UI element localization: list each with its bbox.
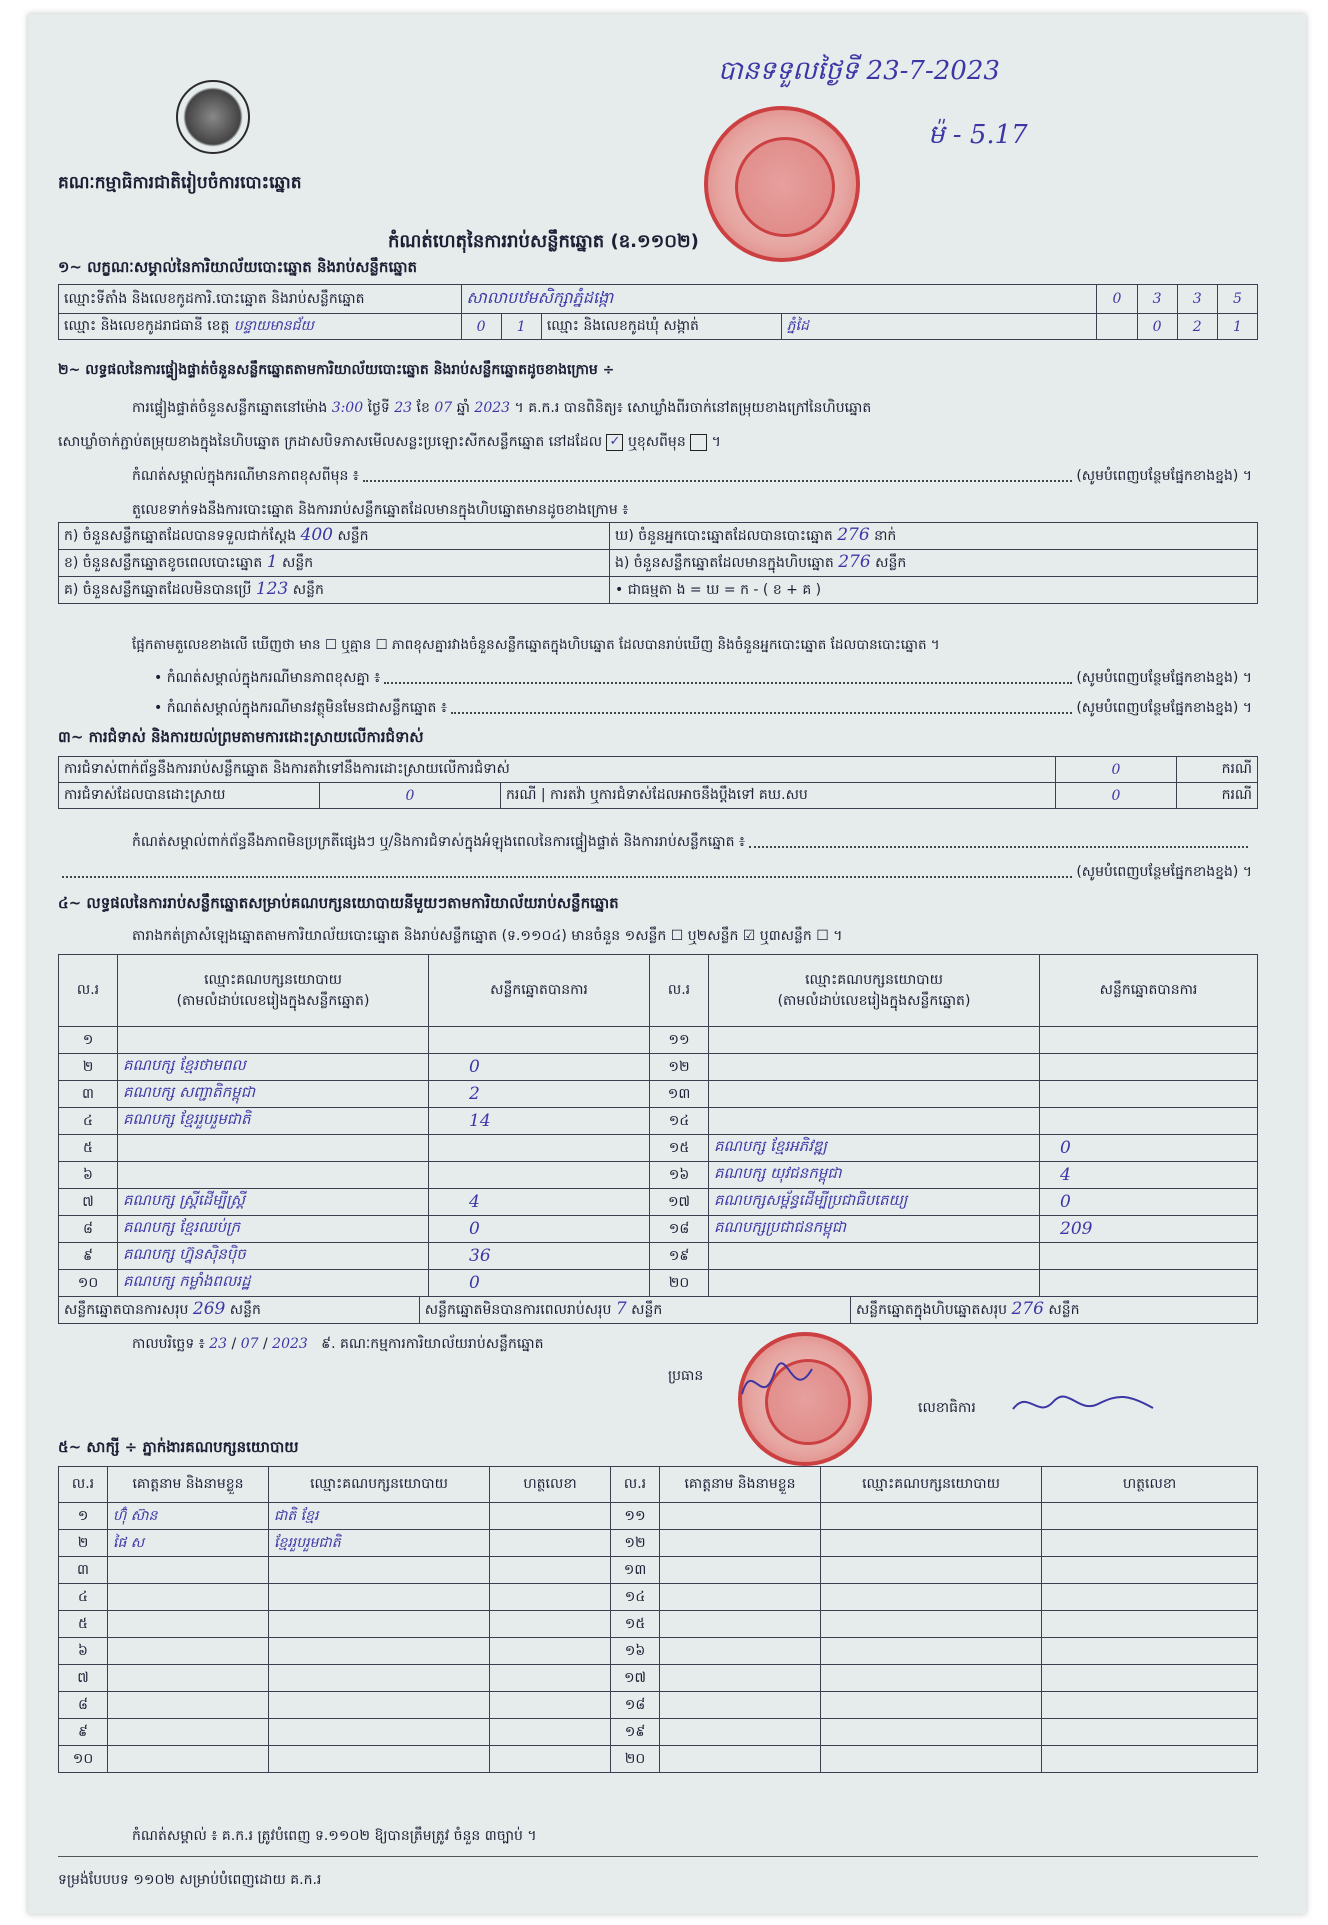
party-name: គណបក្ស កម្លាំងពលរដ្ឋ [118,1270,429,1297]
witness-row [59,1584,1258,1611]
witness-name [660,1719,821,1746]
figure-unit: សន្លឹក [292,582,324,598]
chair-signature [732,1354,822,1414]
appeal-label: ការតវ៉ា ឬការជំទាស់ដែលអាចនឹងប្តឹងទៅ គឃ.សប [550,787,808,803]
row-number: ២ [59,1054,118,1081]
received-time-handwriting: ម៉ - 5.17 [928,120,1028,150]
irregularity-note-line2 [58,862,1252,883]
party-votes: 14 [429,1108,650,1135]
row-number: ១៦ [611,1638,660,1665]
irregularity-note-label: កំណត់សម្គាល់ពាក់ព័ន្ធនឹងភាពមិនប្រក្រតីផ្សេងៗ ឬ/និងការជំទាស់ក្នុងអំឡុងពេលនៃការផ្ទៀងផ្ទាត់ និងការរាប់សន្លឹកឆ្នោត ៖ [132,834,746,850]
commune-value: ភ្នំដៃ [781,314,1097,340]
row-number: ២០ [611,1746,660,1773]
col-no-header: ល.រ [650,955,709,1027]
witness-party: ជាតិ ខ្មែរ [269,1503,490,1530]
witness-party [821,1692,1042,1719]
col-party-subtitle: (តាមលំដាប់លេខរៀងក្នុងសន្លឹកឆ្នោត) [777,992,971,1009]
party-votes: 4 [429,1189,650,1216]
witness-table [58,1466,1258,1773]
party-votes [1040,1081,1258,1108]
figure-label: ខ) ចំនួនសន្លឹកឆ្នោតខូចពេលបោះឆ្នោត [64,555,263,571]
row-number: ១៦ [650,1162,709,1189]
witness-col-no: ល.រ [59,1467,108,1503]
party-name [118,1162,429,1189]
witness-signature [490,1557,611,1584]
party-name [118,1135,429,1162]
party-name: គណបក្ស ខ្មែរឈប់ក្រ [118,1216,429,1243]
section1-heading: ១~ លក្ខណៈសម្គាល់នៃការិយាល័យបោះឆ្នោត និងរាប់សន្លឹកឆ្នោត [58,258,418,276]
total-box-value: 276 [1011,1299,1044,1319]
form-title: កំណត់ហេតុនៃការរាប់សន្លឹកឆ្នោត (ឧ.១១០២) [388,231,699,252]
col-party-title: ឈ្មោះគណបក្សនយោបាយ [805,971,943,988]
row-number: ៣ [59,1557,108,1584]
row-number: ៦ [59,1638,108,1665]
party-name [709,1081,1040,1108]
foreign-object-note-label: • កំណត់សម្គាល់ក្នុងករណីមានវត្ថុមិនមែនជាសន្លឹកឆ្នោត ៖ [154,700,447,716]
party-votes-row [59,1243,1258,1270]
witness-party [821,1638,1042,1665]
party-name: គណបក្ស សញ្ជាតិកម្ពុជា [118,1081,429,1108]
figure-label: ឃ) ចំនួនអ្នកបោះឆ្នោតដែលបានបោះឆ្នោត [615,528,833,544]
party-name [709,1243,1040,1270]
fill-note: (សូមបំពេញបន្ថែមផ្នែកខាងខ្នង) ។ [1076,700,1252,716]
witness-name [660,1503,821,1530]
changed-label: ឬខុសពីមុន [627,434,686,450]
blank-cell [1097,314,1137,340]
date-year: 2023 [272,1336,308,1352]
witness-signature [490,1638,611,1665]
changed-checkbox[interactable] [690,434,707,451]
row-number: ១១ [611,1503,660,1530]
party-votes-row [59,1108,1258,1135]
witness-signature [1042,1746,1258,1773]
witness-signature [1042,1557,1258,1584]
row-number: ១៤ [611,1584,660,1611]
row-number: ១៥ [611,1611,660,1638]
witness-row [59,1746,1258,1773]
witness-signature [1042,1584,1258,1611]
witness-name [660,1557,821,1584]
party-name [709,1108,1040,1135]
unchanged-checkbox[interactable]: ✓ [606,434,623,451]
col-party-title: ឈ្មោះគណបក្សនយោបាយ [204,971,342,988]
party-votes-row [59,1270,1258,1297]
witness-party [821,1746,1042,1773]
party-votes [1040,1108,1258,1135]
party-votes-row [59,1081,1258,1108]
witness-col-name: គោត្តនាម និងនាមខ្លួន [660,1467,821,1503]
party-votes: 0 [429,1216,650,1243]
row-number: ១ [59,1027,118,1054]
row-number: ៤ [59,1108,118,1135]
station-code-digit: 0 [1097,285,1137,314]
formula-label: • ជាធម្មតា ង = ឃ = ក - ( ខ + គ ) [615,581,822,598]
row-number: ១៣ [650,1081,709,1108]
witness-row [59,1557,1258,1584]
verification-month: 07 [434,400,453,416]
figure-value: 1 [266,552,278,572]
total-valid-value: 269 [192,1299,226,1319]
party-votes: 0 [429,1270,650,1297]
witness-signature [1042,1530,1258,1557]
figure-unit: សន្លឹក [281,555,314,571]
fill-note: (សូមបំពេញបន្ថែមផ្នែកខាងខ្នង) ។ [1076,670,1252,686]
tally-sheet-count: តារាងកត់ត្រាសំឡេងឆ្នោតតាមការិយាល័យបោះឆ្នោត និងរាប់សន្លឹកឆ្នោត (ទ.១១០៤) មានចំនួន ១សន្លឹក ☐ ឬ២សន្លឹក ☑ ឬ៣សន្លឹក ☐ ។ [132,928,843,944]
footer-divider [58,1856,1258,1857]
appeal-value: 0 [1056,783,1177,809]
province-code-digit: 0 [461,314,501,340]
seal-check-text: សោឃ្លាំចាក់ភ្ជាប់តម្រុយខាងក្នុងនៃហិបឆ្នោត ក្រដាសបិទភាសមើលសន្លះប្រឡោះសីកសន្លឹកឆ្នោត នៅដដែល [58,434,603,450]
col-no-header: ល.រ [59,955,118,1027]
section3-heading: ៣~ ការជំទាស់ និងការយល់ព្រមតាមការដោះស្រាយលើការជំទាស់ [58,728,424,746]
row-number: ៣ [59,1081,118,1108]
witness-row [59,1530,1258,1557]
witness-signature [1042,1692,1258,1719]
party-votes-row [59,1216,1258,1243]
row-number: ៩ [59,1719,108,1746]
province-code-digit: 1 [501,314,541,340]
witness-party: ខ្មែររួបរួមជាតិ [269,1530,490,1557]
objection-label: ការជំទាស់ពាក់ព័ន្ធនឹងការរាប់សន្លឹកឆ្នោត និងការតវ៉ាទៅនឹងការដោះស្រាយលើការជំទាស់ [59,757,1056,783]
row-number: ១៥ [650,1135,709,1162]
witness-name [660,1638,821,1665]
commune-code-digit: 1 [1217,314,1257,340]
total-box-label: សន្លឹកឆ្នោតក្នុងហិបឆ្នោតសរុប [855,1302,1008,1318]
ballot-figures-table [58,522,1258,604]
col-votes-header: សន្លឹកឆ្នោតបានការ [429,955,650,1027]
national-emblem-icon [176,80,250,154]
row-number: ១៣ [611,1557,660,1584]
witness-signature [490,1611,611,1638]
witness-name [660,1692,821,1719]
witness-name [660,1584,821,1611]
witness-signature [1042,1638,1258,1665]
total-invalid-value: 7 [615,1299,627,1319]
party-name [118,1027,429,1054]
witness-party [821,1503,1042,1530]
party-name: គណបក្ស ខ្មែររួបរួមជាតិ [118,1108,429,1135]
col-party-header [118,955,429,1027]
party-name [709,1054,1040,1081]
month-label: ខែ [416,400,430,416]
resolved-value: 0 [320,783,501,809]
party-name: គណបក្ស ស្ត្រីដើម្បីស្ត្រី [118,1189,429,1216]
witness-party [269,1584,490,1611]
witness-party [821,1719,1042,1746]
witness-signature [1042,1611,1258,1638]
witness-name [660,1746,821,1773]
row-number: ១៧ [650,1189,709,1216]
figure-value: 400 [300,525,333,545]
committee-name: គណៈកម្មាធិការជាតិរៀបចំការបោះឆ្នោត [58,173,302,193]
witness-name [108,1746,269,1773]
party-name: គណបក្ស ខ្មែរថាមពល [118,1054,429,1081]
total-valid-unit: សន្លឹក [229,1302,261,1318]
row-number: ១ [59,1503,108,1530]
objections-table: ការជំទាស់ពាក់ព័ន្ធនឹងការរាប់សន្លឹកឆ្នោត និងការតវ៉ាទៅនឹងការដោះស្រាយលើការជំទាស់ 0 ករណី ការជំទាស់ដែលបានដោះស្រាយ 0 ករណី | ការតវ៉ា ឬការជំទាស់ដែលអាចនឹងប្តឹងទៅ គឃ.សប 0 ករណី [58,756,1258,809]
row-number: ៩ [59,1243,118,1270]
total-invalid-unit: សន្លឹក [631,1302,663,1318]
witness-row [59,1665,1258,1692]
party-votes: 0 [429,1054,650,1081]
witness-party [269,1638,490,1665]
party-votes-row [59,1189,1258,1216]
col-party-subtitle: (តាមលំដាប់លេខរៀងក្នុងសន្លឹកឆ្នោត) [176,992,370,1009]
province-label: ឈ្មោះ និងលេខកូដរាជធានី ខេត្ត [64,318,230,334]
row-number: ១៩ [650,1243,709,1270]
figure-value: 123 [255,579,289,599]
verification-text: ការផ្ទៀងផ្ទាត់ចំនួនសន្លឹកឆ្នោតនៅម៉ោង [132,400,328,416]
witness-name [108,1638,269,1665]
witness-signature [490,1692,611,1719]
figure-unit: សន្លឹក [875,555,907,571]
party-name: គណបក្ស ហ្វ៊ុនស៊ិនប៉ិច [118,1243,429,1270]
row-number: ១៨ [611,1692,660,1719]
row-number: ៦ [59,1162,118,1189]
fill-note: (សូមបំពេញបន្ថែមផ្នែកខាងខ្នង) ។ [1076,468,1252,484]
witness-row [59,1692,1258,1719]
witness-party [821,1665,1042,1692]
row-number: ១០ [59,1270,118,1297]
received-date-handwriting: បានទទួលថ្ងៃទី 23-7-2023 [718,56,1000,86]
party-votes-row [59,1135,1258,1162]
party-name: គណបក្សប្រជាជនកម្ពុជា [709,1216,1040,1243]
section4-heading: ៤~ លទ្ធផលនៃការរាប់សន្លឹកឆ្នោតសម្រាប់គណបក្សនយោបាយនីមួយៗតាមការិយាល័យរាប់សន្លឹកឆ្នោត [58,894,619,912]
witness-row [59,1503,1258,1530]
witness-party [269,1611,490,1638]
figure-unit: នាក់ [874,528,897,544]
party-votes: 0 [1040,1135,1258,1162]
figure-value: 276 [837,525,870,545]
row-number: ៤ [59,1584,108,1611]
chair-label: ប្រធាន [668,1368,704,1384]
witness-col-sign: ហត្ថលេខា [1042,1467,1258,1503]
total-valid-label: សន្លឹកឆ្នោតបានការសរុប [64,1302,189,1318]
fill-note: (សូមបំពេញបន្ថែមផ្នែកខាងខ្នង) ។ [1076,864,1252,880]
witness-party [821,1530,1042,1557]
row-number: ១០ [59,1746,108,1773]
station-code-digit: 3 [1177,285,1217,314]
total-invalid-label: សន្លឹកឆ្នោតមិនបានការពេលរាប់សរុប [424,1302,612,1318]
row-number: ៧ [59,1189,118,1216]
figure-label: គ) ចំនួនសន្លឹកឆ្នោតដែលមិនបានប្រើ [64,582,252,598]
irregularity-note [132,832,1252,853]
witness-party [269,1665,490,1692]
secretary-signature [1008,1384,1158,1424]
party-votes: 4 [1040,1162,1258,1189]
figure-unit: សន្លឹក [337,528,369,544]
party-name: គណបក្សសម្ព័ន្ធដើម្បីប្រជាធិបតេយ្យ [709,1189,1040,1216]
witness-party [821,1584,1042,1611]
resolved-unit: ករណី [506,787,537,803]
party-votes: 2 [429,1081,650,1108]
row-number: ៥ [59,1611,108,1638]
row-number: ៧ [59,1665,108,1692]
witness-signature [1042,1503,1258,1530]
footer-note: កំណត់សម្គាល់ ៖ គ.ក.រ ត្រូវបំពេញ ទ.១១០២ ឱ្យបានត្រឹមត្រូវ ចំនួន ៣ច្បាប់ ។ [132,1828,537,1844]
day-label: ថ្ងៃទី [367,400,390,416]
verification-year: 2023 [474,400,511,416]
row-number: ១៨ [650,1216,709,1243]
party-votes [1040,1243,1258,1270]
witness-row [59,1638,1258,1665]
station-info-table [58,284,1258,340]
discrepancy-note-label: • កំណត់សម្គាល់ក្នុងករណីមានភាពខុសគ្នា ៖ [154,670,381,686]
witness-signature [1042,1719,1258,1746]
party-votes [429,1027,650,1054]
row-number: ១២ [611,1530,660,1557]
witness-col-name: គោត្តនាម និងនាមខ្លួន [108,1467,269,1503]
witness-name [660,1665,821,1692]
party-votes [429,1162,650,1189]
witness-signature [490,1746,611,1773]
witness-row [59,1611,1258,1638]
witness-party [821,1557,1042,1584]
party-votes-row [59,1027,1258,1054]
witness-signature [490,1665,611,1692]
official-stamp-top [704,106,860,262]
witness-signature [490,1530,611,1557]
witness-signature [490,1719,611,1746]
witness-col-party: ឈ្មោះគណបក្សនយោបាយ [269,1467,490,1503]
year-label: ឆ្នាំ [456,400,470,416]
witness-party [269,1692,490,1719]
col-votes-header: សន្លឹកឆ្នោតបានការ [1040,955,1258,1027]
form-reference: ទម្រង់បែបបទ ១១០២ សម្រាប់បំពេញដោយ គ.ក.រ [58,1872,322,1888]
witness-row [59,1719,1258,1746]
figure-label: ង) ចំនួនសន្លឹកឆ្នោតដែលមានក្នុងហិបឆ្នោត [615,555,834,571]
party-name [709,1270,1040,1297]
party-votes-row [59,1162,1258,1189]
witness-signature [490,1503,611,1530]
witness-col-no: ល.រ [611,1467,660,1503]
witness-party [821,1611,1042,1638]
witness-party [269,1719,490,1746]
station-label: ឈ្មោះទីតាំង និងលេខកូដការិ.បោះឆ្នោត និងរាប់សន្លឹកឆ្នោត [59,285,462,314]
party-name [709,1027,1040,1054]
witness-name: ហ៊ុំ ស៊ាន [108,1503,269,1530]
ballot-figures-intro: តួលេខទាក់ទងនឹងការបោះឆ្នោត និងការរាប់សន្លឹកឆ្នោតដែលមានក្នុងហិបឆ្នោតមានដូចខាងក្រោម ៖ [132,502,629,518]
commune-label: ឈ្មោះ និងលេខកូដឃុំ សង្កាត់ [541,314,781,340]
province-value: បន្ទាយមានជ័យ [233,318,314,334]
witness-col-sign: ហត្ថលេខា [490,1467,611,1503]
ballot-count-form [28,14,1306,1914]
witness-name [108,1611,269,1638]
difference-note [132,466,1252,487]
verification-time: 3:00 [331,400,364,416]
commune-code-digit: 0 [1137,314,1177,340]
witness-signature [490,1584,611,1611]
section5-heading: ៥~ សាក្សី ÷ ភ្នាក់ងារគណបក្សនយោបាយ [58,1438,299,1456]
witness-party [269,1746,490,1773]
witness-name [108,1719,269,1746]
witness-signature [1042,1665,1258,1692]
witness-name [108,1557,269,1584]
objection-value: 0 [1056,757,1177,783]
objection-unit: ករណី [1177,757,1258,783]
party-votes [1040,1027,1258,1054]
section2-heading: ២~ លទ្ធផលនៃការផ្ទៀងផ្ទាត់ចំនួនសន្លឹកឆ្នោតតាមការិយាល័យបោះឆ្នោត និងរាប់សន្លឹកឆ្នោតដូចខាងក្រោម ÷ [58,362,615,378]
witness-party [269,1557,490,1584]
vote-totals-table [58,1296,1258,1324]
row-number: ១៤ [650,1108,709,1135]
party-votes-row [59,1054,1258,1081]
figure-label: ក) ចំនួនសន្លឹកឆ្នោតដែលបានទទួលជាក់ស្តែង [64,528,297,544]
signing-date: កាលបរិច្ឆេទ ៖ 23 / 07 / 2023 ៩. គណៈកម្មការការិយាល័យរាប់សន្លឹកឆ្នោត [132,1336,544,1352]
witness-name [660,1611,821,1638]
witness-name: ផៃ ស [108,1530,269,1557]
verification-day: 23 [394,400,413,416]
resolved-label: ការជំទាស់ដែលបានដោះស្រាយ [59,783,320,809]
figure-value: 276 [838,552,871,572]
committee-signature-label: ៩. គណៈកម្មការការិយាល័យរាប់សន្លឹកឆ្នោត [321,1336,544,1352]
discrepancy-line: ផ្អែកតាមតួលេខខាងលើ ឃើញថា មាន ☐ ឬគ្មាន ☐ ភាពខុសគ្នារវាងចំនួនសន្លឹកឆ្នោតក្នុងហិបឆ្នោត ដែលបានរាប់ឃើញ និងចំនួនអ្នកបោះឆ្នោត ដែលបានបោះឆ្នោត ។ [132,637,940,653]
row-number: ៨ [59,1692,108,1719]
party-votes [1040,1270,1258,1297]
commune-code-digit: 2 [1177,314,1217,340]
station-code-digit: 3 [1137,285,1177,314]
row-number: ៨ [59,1216,118,1243]
total-box-unit: សន្លឹក [1048,1302,1080,1318]
date-month: 07 [240,1336,259,1352]
party-votes-table [58,954,1258,1297]
party-votes: 36 [429,1243,650,1270]
row-number: ៥ [59,1135,118,1162]
party-name: គណបក្ស យុវជនកម្ពុជា [709,1162,1040,1189]
col-party-header [709,955,1040,1027]
row-number: ១២ [650,1054,709,1081]
party-votes [429,1135,650,1162]
station-value: សាលាបឋមសិក្សាភ្នំដង្កោ [461,285,1097,314]
row-number: ១៩ [611,1719,660,1746]
witness-name [660,1530,821,1557]
date-day: 23 [209,1336,228,1352]
foreign-object-note [154,698,1252,719]
date-label: កាលបរិច្ឆេទ ៖ [132,1336,205,1352]
witness-name [108,1665,269,1692]
appeal-unit: ករណី [1177,783,1258,809]
party-votes: 0 [1040,1189,1258,1216]
party-name: គណបក្ស ខ្មែរអភិវឌ្ឍ [709,1135,1040,1162]
difference-note-label: កំណត់សម្គាល់ក្នុងករណីមានភាពខុសពីមុន ៖ [132,468,359,484]
discrepancy-note [154,668,1252,689]
verification-text-2: ។ គ.ក.រ បានពិនិត្យ៖ សោឃ្លាំងពីរចាក់នៅតម្រុយខាងក្រៅនៃហិបឆ្នោត [514,400,872,416]
row-number: ២០ [650,1270,709,1297]
secretary-label: លេខាធិការ [918,1400,976,1416]
station-code-digit: 5 [1217,285,1257,314]
seal-check-line: សោឃ្លាំចាក់ភ្ជាប់តម្រុយខាងក្នុងនៃហិបឆ្នោត ក្រដាសបិទភាសមើលសន្លះប្រឡោះសីកសន្លឹកឆ្នោត នៅដដែល ✓ ឬខុសពីមុន ។ [58,433,721,450]
witness-name [108,1692,269,1719]
witness-name [108,1584,269,1611]
party-votes: 209 [1040,1216,1258,1243]
row-number: ២ [59,1530,108,1557]
party-votes [1040,1054,1258,1081]
row-number: ១១ [650,1027,709,1054]
witness-col-party: ឈ្មោះគណបក្សនយោបាយ [821,1467,1042,1503]
row-number: ១៧ [611,1665,660,1692]
verification-line [132,398,871,419]
